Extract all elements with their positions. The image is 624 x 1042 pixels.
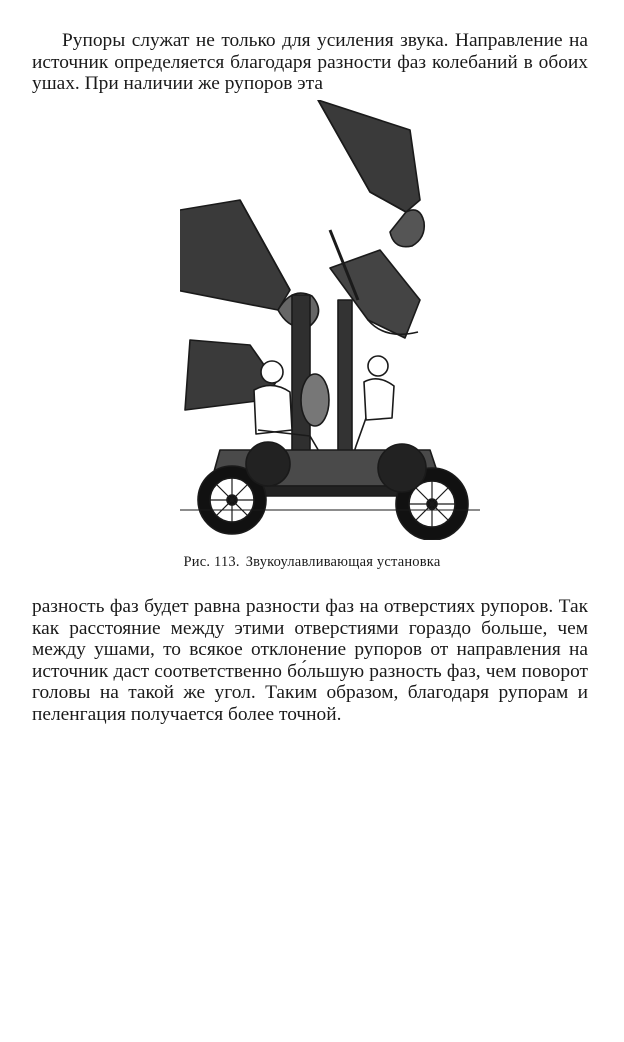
figure-caption-number: Рис. 113. xyxy=(183,554,240,570)
paragraph-bottom xyxy=(32,596,588,725)
figure-caption xyxy=(0,554,624,571)
sound-locator-illustration xyxy=(180,100,480,540)
paragraph-top xyxy=(32,30,588,95)
paragraph-top-text: Рупоры служат не только для усиления звука. Направление на источник определяется благодаря разности фаз колебаний в обоих ушах. При наличии же рупоров эта xyxy=(32,30,588,94)
figure-caption-text: Звукоулавливающая установка xyxy=(245,554,441,570)
sound-locator-drawing xyxy=(180,100,480,540)
paragraph-bottom-text: разность фаз будет равна разности фаз на отверстиях рупоров. Так как расстояние между этими отверстиями гораздо больше, чем между ушами, то всякое отклонение рупоров от направления на источник даст соответственно бо́льшую разность фаз, чем поворот головы на такой же угол. Таким образом, благодаря рупорам и пеленгация получается более точной. xyxy=(32,596,588,725)
